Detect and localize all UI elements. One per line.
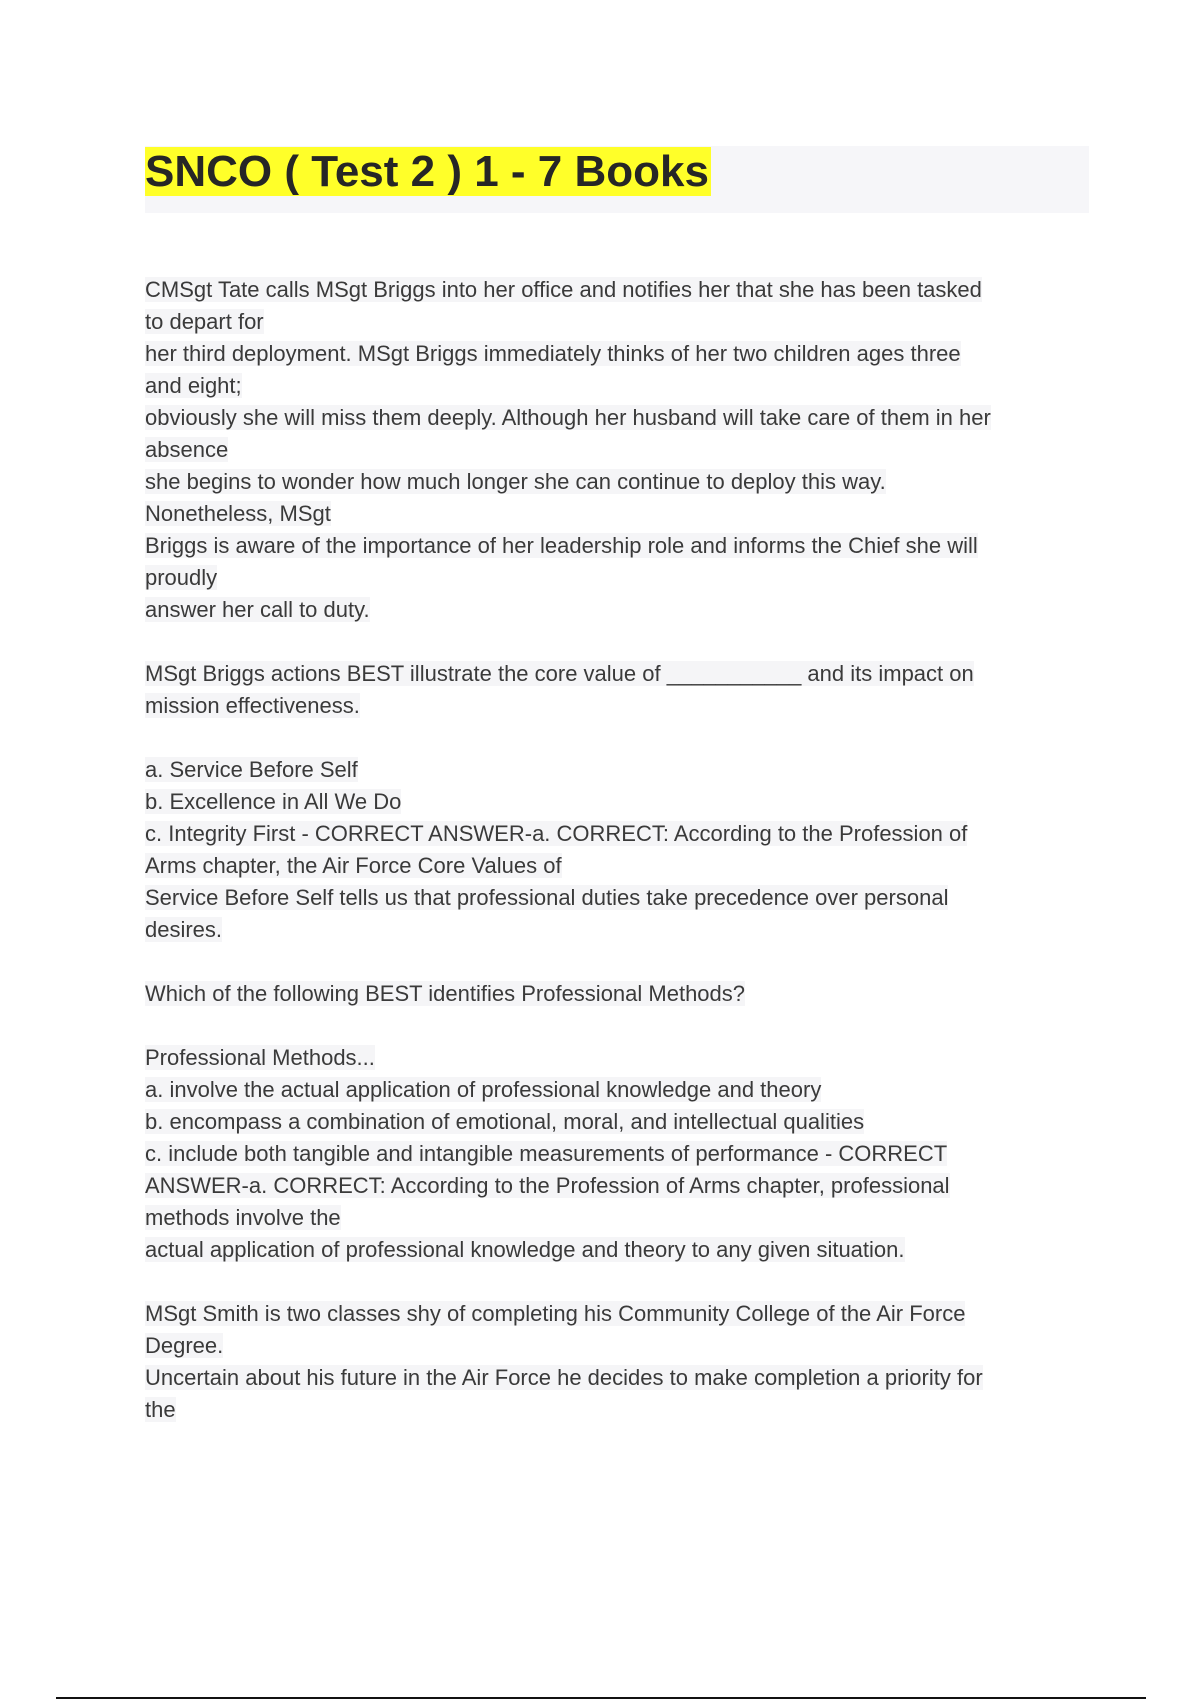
text-line: to depart for bbox=[145, 309, 264, 334]
text-line: obviously she will miss them deeply. Although her husband will take care of them in her bbox=[145, 405, 991, 430]
text-line: actual application of professional knowledge and theory to any given situation. bbox=[145, 1237, 905, 1262]
document-body bbox=[145, 274, 1075, 1426]
text-line: she begins to wonder how much longer she can continue to deploy this way. bbox=[145, 469, 886, 494]
text-line: her third deployment. MSgt Briggs immediately thinks of her two children ages three bbox=[145, 341, 961, 366]
text-line: Professional Methods... bbox=[145, 1045, 375, 1070]
text-line: methods involve the bbox=[145, 1205, 341, 1230]
question-line: MSgt Briggs actions BEST illustrate the core value of ___________ and its impact on bbox=[145, 661, 974, 686]
text-line: absence bbox=[145, 437, 229, 462]
answer-option: c. Integrity First - CORRECT ANSWER-a. CORRECT: According to the Profession of bbox=[145, 821, 968, 846]
question-line: Which of the following BEST identifies Professional Methods? bbox=[145, 981, 746, 1006]
paragraph-gap bbox=[145, 626, 1075, 658]
text-line: answer her call to duty. bbox=[145, 597, 370, 622]
answer-option: b. encompass a combination of emotional, moral, and intellectual qualities bbox=[145, 1109, 865, 1134]
answer-option: b. Excellence in All We Do bbox=[145, 789, 402, 814]
answer-option: a. Service Before Self bbox=[145, 757, 358, 782]
text-line: MSgt Smith is two classes shy of completing his Community College of the Air Force bbox=[145, 1301, 966, 1326]
text-line: Degree. bbox=[145, 1333, 224, 1358]
answer-option: c. include both tangible and intangible measurements of performance - CORRECT bbox=[145, 1141, 948, 1166]
text-line: and eight; bbox=[145, 373, 242, 398]
text-line: CMSgt Tate calls MSgt Briggs into her office and notifies her that she has been tasked bbox=[145, 277, 982, 302]
page-title-text: SNCO ( Test 2 ) 1 - 7 Books bbox=[145, 147, 709, 196]
paragraph-gap bbox=[145, 1266, 1075, 1298]
page-bottom-rule bbox=[56, 1697, 1146, 1699]
text-line: Briggs is aware of the importance of her leadership role and informs the Chief she will bbox=[145, 533, 978, 558]
text-line: Arms chapter, the Air Force Core Values of bbox=[145, 853, 562, 878]
text-line: Service Before Self tells us that professional duties take precedence over personal bbox=[145, 885, 949, 910]
text-line: desires. bbox=[145, 917, 223, 942]
page-title bbox=[145, 146, 711, 198]
paragraph-gap bbox=[145, 946, 1075, 978]
text-line: the bbox=[145, 1397, 176, 1422]
answer-option: a. involve the actual application of professional knowledge and theory bbox=[145, 1077, 822, 1102]
text-line: Uncertain about his future in the Air Force he decides to make completion a priority for bbox=[145, 1365, 983, 1390]
paragraph-gap bbox=[145, 722, 1075, 754]
text-line: proudly bbox=[145, 565, 218, 590]
question-line: mission effectiveness. bbox=[145, 693, 360, 718]
text-line: ANSWER-a. CORRECT: According to the Profession of Arms chapter, professional bbox=[145, 1173, 950, 1198]
text-line: Nonetheless, MSgt bbox=[145, 501, 331, 526]
paragraph-gap bbox=[145, 1010, 1075, 1042]
